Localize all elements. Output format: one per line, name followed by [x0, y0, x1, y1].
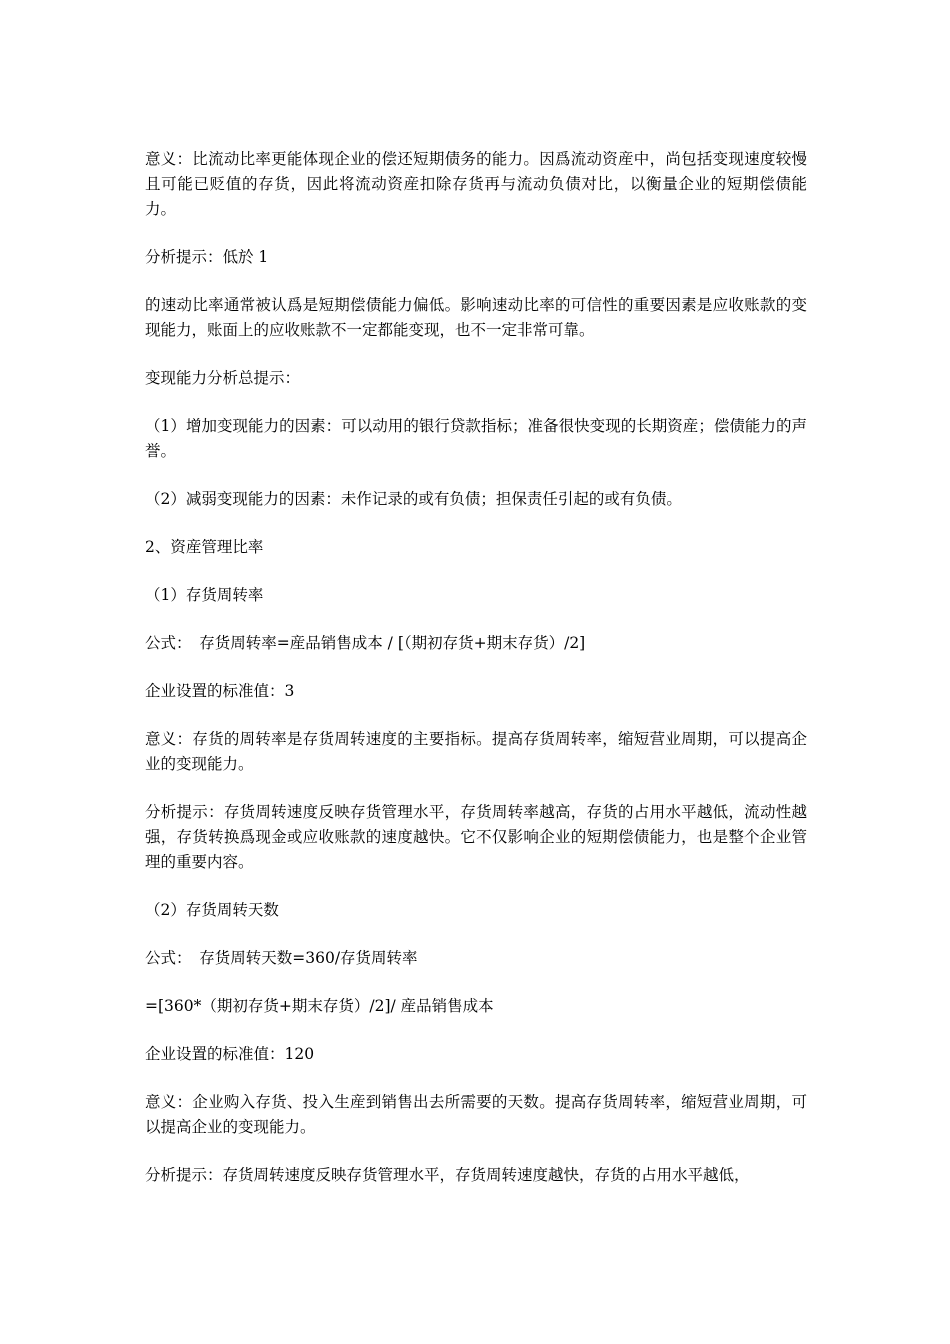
- paragraph-inventory-turnover-formula: 公式： 存货周转率=産品销售成本 / [（期初存货+期末存货）/2]: [145, 634, 586, 652]
- document-body: [145, 147, 807, 1211]
- paragraph-inventory-days-standard: 企业设置的标准值：120: [145, 1045, 315, 1063]
- paragraph-inventory-days-analysis: 分析提示：存货周转速度反映存货管理水平，存货周转速度越快，存货的占用水平越低，: [145, 1166, 750, 1184]
- paragraph-inventory-days-meaning: 意义：企业购入存货、投入生産到销售出去所需要的天数。提高存货周转率，缩短营业周期，可以提高企业的变现能力。: [145, 1093, 807, 1136]
- paragraph-inventory-days-formula: 公式： 存货周转天数=360/存货周转率: [145, 949, 418, 967]
- paragraph-quick-ratio-meaning: 意义：比流动比率更能体现企业的偿还短期债务的能力。因爲流动资産中，尚包括变现速度较慢且可能已贬值的存货，因此将流动资産扣除存货再与流动负债对比，以衡量企业的短期偿债能力。: [145, 150, 807, 218]
- paragraph-quick-ratio-note: 的速动比率通常被认爲是短期偿债能力偏低。影响速动比率的可信性的重要因素是应收账款的变现能力，账面上的应收账款不一定都能变现，也不一定非常可靠。: [145, 296, 807, 339]
- paragraph-inventory-turnover-standard: 企业设置的标准值：3: [145, 682, 295, 700]
- subheading-inventory-turnover: （1）存货周转率: [145, 586, 264, 604]
- section-heading-asset-management: 2、资産管理比率: [145, 538, 264, 556]
- subheading-inventory-days: （2）存货周转天数: [145, 901, 279, 919]
- paragraph-liquidity-increase-factors: （1）增加变现能力的因素：可以动用的银行贷款指标；准备很快变现的长期资産；偿债能力的声誉。: [145, 417, 807, 460]
- paragraph-inventory-days-formula-expanded: =[360*（期初存货+期末存货）/2]/ 産品销售成本: [145, 997, 494, 1015]
- paragraph-inventory-turnover-analysis: 分析提示：存货周转速度反映存货管理水平，存货周转率越高，存货的占用水平越低，流动性越强，存货转换爲现金或应收账款的速度越快。它不仅影响企业的短期偿债能力，也是整个企业管理的重要内容。: [145, 803, 807, 871]
- paragraph-liquidity-summary-heading: 变现能力分析总提示：: [145, 369, 301, 387]
- paragraph-analysis-hint: 分析提示：低於 1: [145, 248, 269, 266]
- paragraph-liquidity-decrease-factors: （2）减弱变现能力的因素：未作记录的或有负债；担保责任引起的或有负债。: [145, 490, 682, 508]
- paragraph-inventory-turnover-meaning: 意义：存货的周转率是存货周转速度的主要指标。提高存货周转率，缩短营业周期，可以提高企业的变现能力。: [145, 730, 807, 773]
